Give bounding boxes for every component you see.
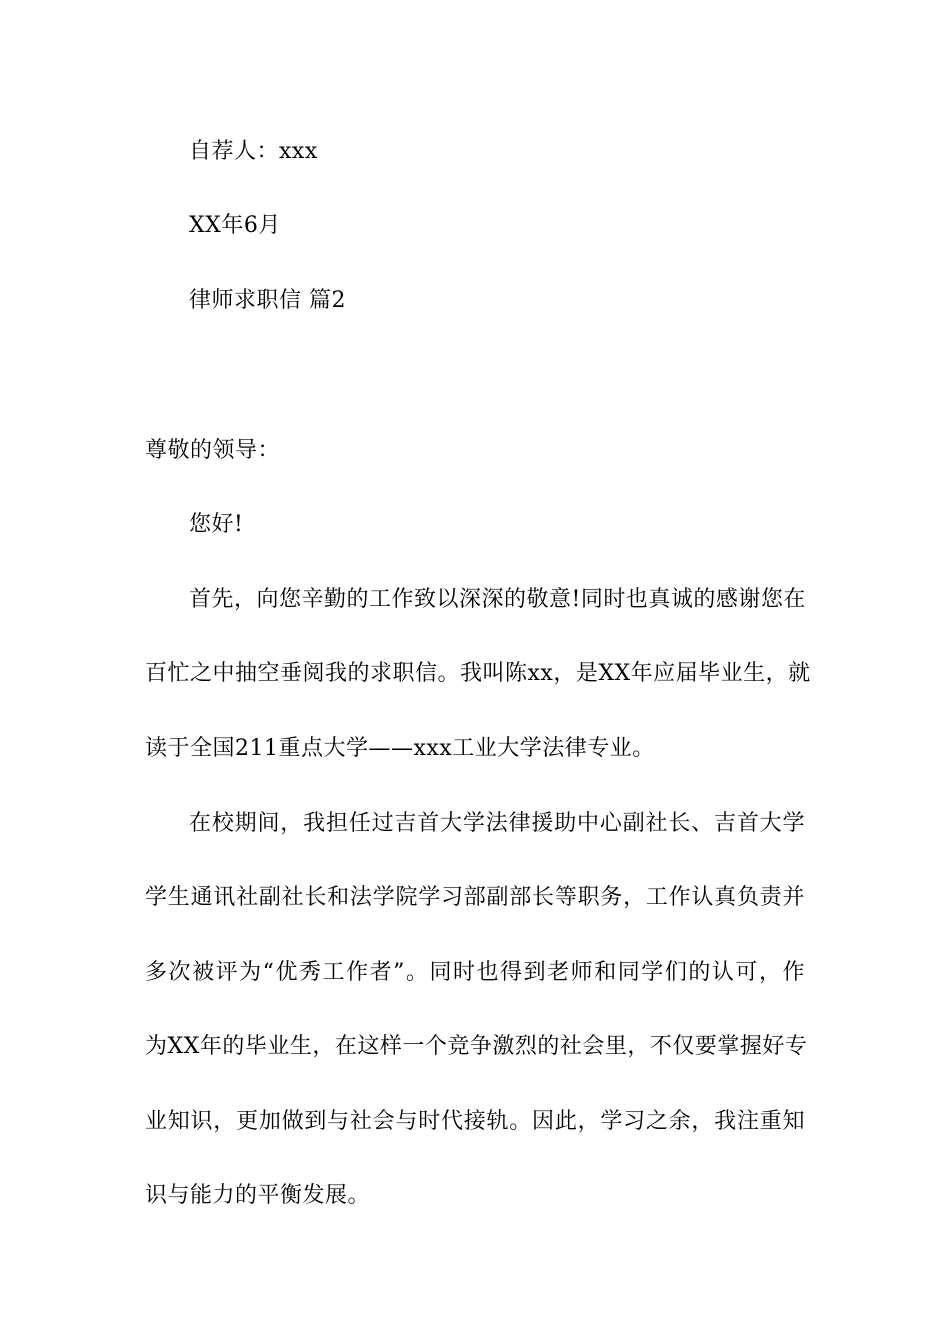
salutation: 尊敬的领导： xyxy=(145,438,281,463)
date-line: XX年6月 xyxy=(189,213,281,238)
paragraph-2-line-6: 识与能力的平衡发展。 xyxy=(145,1183,371,1208)
greeting: 您好! xyxy=(189,512,244,537)
section-title: 律师求职信 篇2 xyxy=(189,288,346,313)
paragraph-2-line-3: 多次被评为“优秀工作者”。同时也得到老师和同学们的认可，作 xyxy=(145,960,805,985)
paragraph-2-line-4: 为XX年的毕业生，在这样一个竞争激烈的社会里，不仅要掌握好专 xyxy=(145,1034,808,1059)
paragraph-2-line-1: 在校期间，我担任过吉首大学法律援助中心副社长、吉首大学 xyxy=(189,811,805,836)
signature-line: 自荐人：xxx xyxy=(189,139,318,164)
paragraph-1-line-1: 首先，向您辛勤的工作致以深深的敬意!同时也真诚的感谢您在 xyxy=(189,587,806,612)
paragraph-2-line-2: 学生通讯社副社长和法学院学习部副部长等职务，工作认真负责并 xyxy=(145,885,805,910)
paragraph-2-line-5: 业知识，更加做到与社会与时代接轨。因此，学习之余，我注重知 xyxy=(145,1109,805,1134)
paragraph-1-line-2: 百忙之中抽空垂阅我的求职信。我叫陈xx，是XX年应届毕业生，就 xyxy=(145,661,811,686)
paragraph-1-line-3: 读于全国211重点大学——xxx工业大学法律专业。 xyxy=(145,736,655,761)
